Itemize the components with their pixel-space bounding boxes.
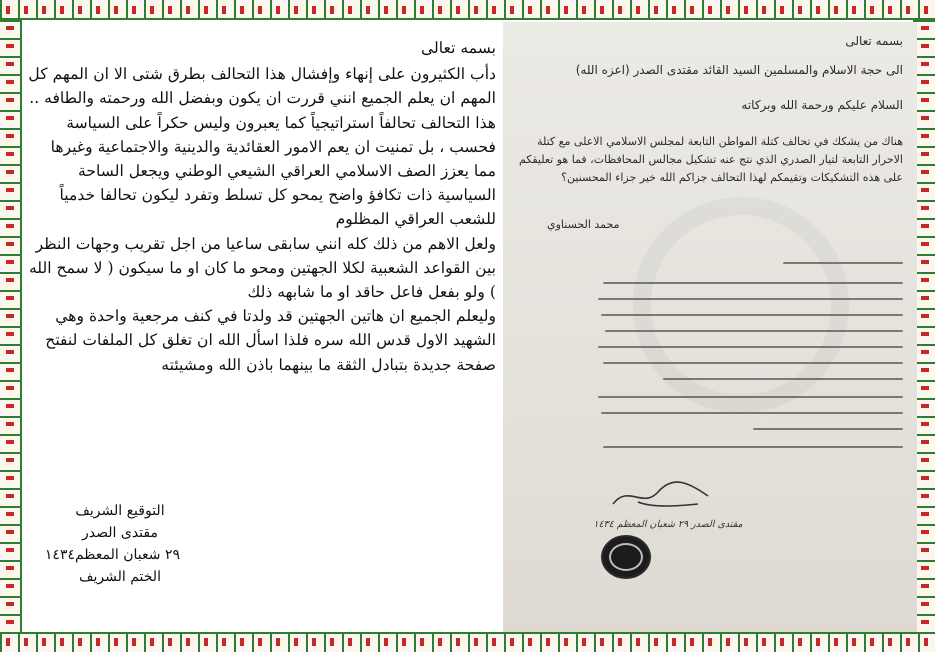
handwritten-date: مقتدى الصدر ٢٩ شعبان المعظم ١٤٣٤ <box>593 519 743 530</box>
letter-greeting: السلام عليكم ورحمة الله وبركاته <box>741 98 903 112</box>
decorative-border-top <box>0 0 935 20</box>
official-seal-icon <box>603 537 649 577</box>
transcription-paragraph: ولعل الاهم من ذلك كله انني سابقى ساعيا من اجل تقريب وجهات النظر بين القواعد الشعبية لكلا الجهتين ومحو ما كان او ما سيكون ( لا سمح الله ) ولو بفعل فاعل حاقد او ما شابهه ذلك <box>28 234 496 302</box>
printed-question <box>517 32 903 234</box>
scanned-letter-image <box>503 22 917 632</box>
transcription-heading: بسمه تعالى <box>421 39 496 57</box>
signoff-seal-label: الختم الشريف <box>79 569 161 585</box>
handwritten-reply <box>593 254 903 454</box>
signoff-signature-label: التوقيع الشريف <box>75 503 165 519</box>
signoff-name: مقتدى الصدر <box>82 525 158 541</box>
handwritten-signature <box>608 474 718 514</box>
letter-question: هناك من يشكك في تحالف كتلة المواطن التابعة لمجلس الاسلامي الاعلى مع كتلة الاحرار التابعة لتيار الصدري الذي نتج عنه تشكيل مجالس المحافظات، فما هو تعليقكم على هذه التشكيكات وتقيمكم لهذا التحالف جزاكم الله خير جزاء المحسنين؟ <box>518 135 903 184</box>
transcription-signoff <box>44 500 180 588</box>
signoff-date: ٢٩ شعبان المعظم١٤٣٤ <box>44 547 180 563</box>
transcription-paragraph: دأب الكثيرون على إنهاء وإفشال هذا التحالف بطرق شتى الا ان المهم كل المهم ان يعلم الجميع انني قررت ان يكون وبفضل الله ورحمته والطافه .. هذا التحالف تحالفاً استراتيجياً كما يعبرون وليس حكراً على السياسة فحسب ، بل تمنيت ان يعم الامور العقائدية والدينية والاجتماعية وغيرها مما يعزز الصف الاسلامي العراقي الشيعي الوطني ويجعل الساحة السياسية ذات تكافؤ واضح يمحو كل تسلط وتفرد ليكون تحالفا خدمياً للشعب العراقي المظلوم <box>28 65 496 229</box>
transcription-paragraph: وليعلم الجميع ان هاتين الجهتين قد ولدتا في كنف مرجعية واحدة وهي الشهيد الاول قدس الله سره فلذا اسأل الله ان تغلق كل الملفات لنفتح صفحة جديدة بتبادل الثقة ما بينهما باذن الله ومشيئته <box>45 307 496 374</box>
letter-heading: بسمه تعالى <box>845 34 903 48</box>
letter-sender: محمد الحسناوي <box>547 218 620 231</box>
transcription-text <box>26 36 496 377</box>
letter-addressee: الى حجة الاسلام والمسلمين السيد القائد مقتدى الصدر (اعزه الله) <box>575 63 903 77</box>
decorative-border-bottom <box>0 632 935 652</box>
decorative-border-left <box>0 20 22 632</box>
